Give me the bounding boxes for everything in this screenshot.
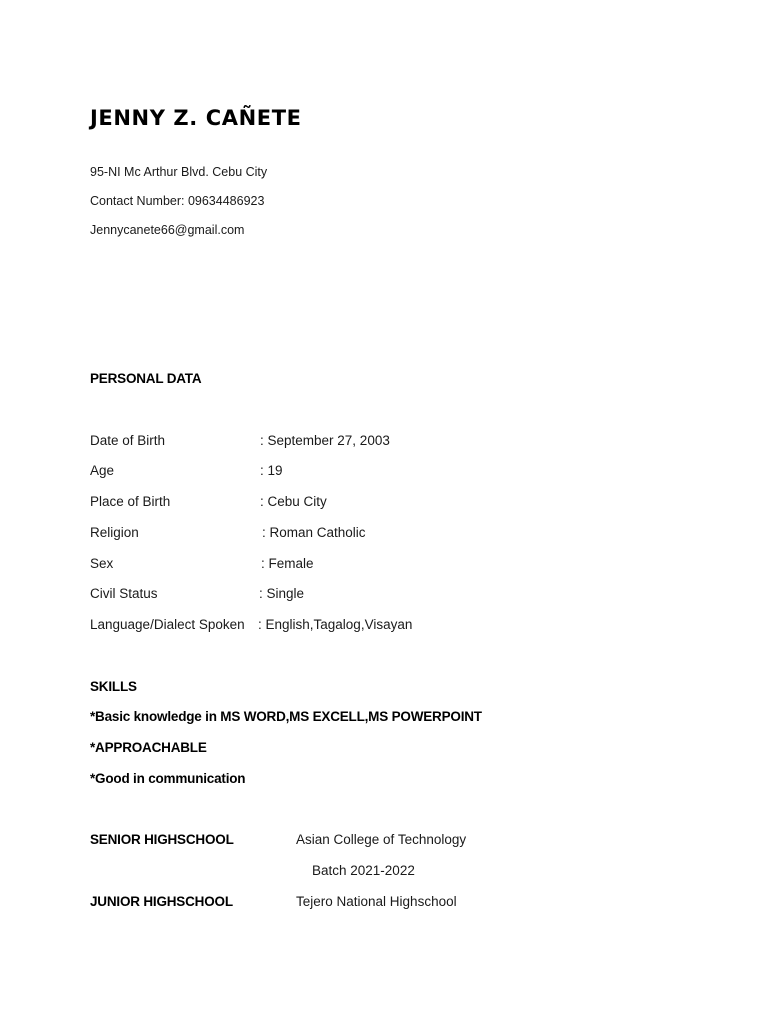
row-label: Language/Dialect Spoken [90, 617, 245, 632]
senior-highschool-school: Asian College of Technology [296, 832, 467, 847]
junior-highschool-school: Tejero National Highschool [296, 894, 457, 909]
row-value: : Roman Catholic [262, 525, 366, 540]
row-label: Religion [90, 525, 139, 540]
email-text: Jennycanete66@gmail.com [90, 223, 245, 237]
row-value: : English,Tagalog,Visayan [258, 617, 413, 632]
junior-highschool-label: JUNIOR HIGHSCHOOL [90, 894, 233, 909]
row-value: : Cebu City [260, 494, 327, 509]
personal-data-row [90, 525, 590, 543]
row-value: : September 27, 2003 [260, 433, 390, 448]
row-value: : Single [259, 586, 305, 601]
personal-data-row [90, 433, 590, 451]
skill-item: *Basic knowledge in MS WORD,MS EXCELL,MS POWERPOINT [90, 709, 482, 724]
contact-number-text: Contact Number: 09634486923 [90, 194, 265, 208]
personal-data-row [90, 617, 590, 635]
row-label: Sex [90, 556, 114, 571]
skills-heading: SKILLS [90, 679, 137, 694]
senior-highschool-batch: Batch 2021-2022 [312, 863, 415, 878]
row-label: Date of Birth [90, 433, 166, 448]
skill-item: *APPROACHABLE [90, 740, 207, 755]
senior-highschool-label: SENIOR HIGHSCHOOL [90, 832, 234, 847]
skill-item: *Good in communication [90, 771, 246, 786]
row-label: Age [90, 463, 115, 478]
row-value: : 19 [260, 463, 283, 478]
row-label: Place of Birth [90, 494, 171, 509]
personal-data-heading: PERSONAL DATA [90, 371, 202, 386]
personal-data-row [90, 586, 590, 604]
personal-data-row [90, 494, 590, 512]
address-text: 95-NI Mc Arthur Blvd. Cebu City [90, 165, 268, 179]
personal-data-row [90, 556, 590, 574]
row-value: : Female [261, 556, 314, 571]
applicant-name: JENNY Z. CAÑETE [90, 106, 302, 130]
personal-data-row [90, 463, 590, 481]
row-label: Civil Status [90, 586, 158, 601]
